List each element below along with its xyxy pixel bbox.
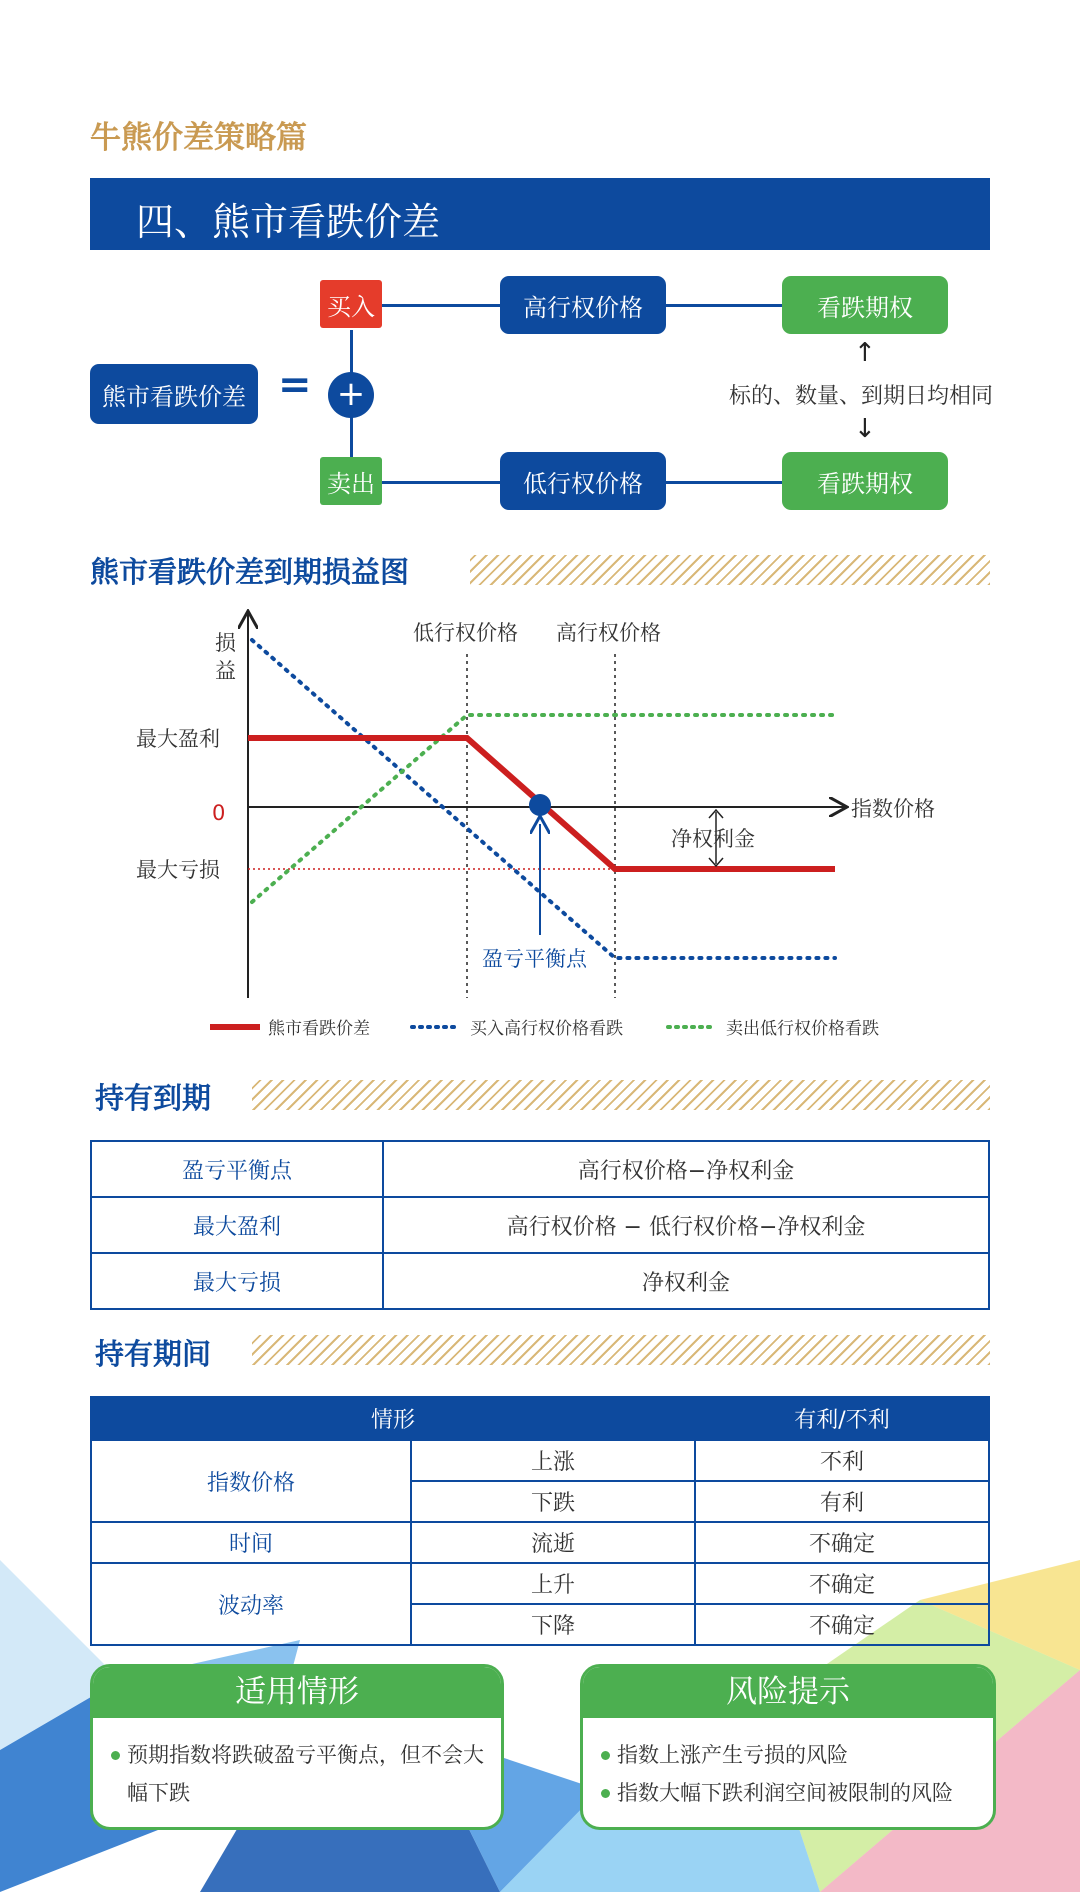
max-profit-label: 最大盈利 <box>136 727 220 751</box>
effect-cell: 不利 <box>695 1440 989 1481</box>
effect-cell: 不确定 <box>695 1604 989 1645</box>
effect-cell: 不确定 <box>695 1522 989 1563</box>
page-title: 四、熊市看跌价差 <box>136 200 441 244</box>
risk-title: 风险提示 <box>583 1667 993 1718</box>
factor-index: 指数价格 <box>91 1440 411 1522</box>
same-terms-note: 标的、数量、到期日均相同 <box>729 384 994 409</box>
arrow-down-icon: ↓ <box>854 414 876 444</box>
x-axis-label: 指数价格 <box>851 797 935 821</box>
legend-label-spread: 熊市看跌价差 <box>268 1019 370 1039</box>
condition-cell: 下降 <box>411 1604 695 1645</box>
breakeven-label: 盈亏平衡点 <box>482 947 587 971</box>
chart-section-title: 熊市看跌价差到期损益图 <box>90 555 410 589</box>
hold-to-expiry-title: 持有到期 <box>95 1081 212 1115</box>
table-header-row <box>91 1397 989 1440</box>
row-value: 高行权价格−净权利金 <box>383 1141 989 1197</box>
applicable-list <box>93 1718 501 1812</box>
payoff-chart <box>0 600 1080 1050</box>
strategy-box: 熊市看跌价差 <box>90 364 258 424</box>
table-row <box>91 1522 989 1563</box>
title-hatch <box>252 1335 990 1365</box>
holding-period-table <box>90 1396 990 1646</box>
row-label: 盈亏平衡点 <box>91 1141 383 1197</box>
hold-to-expiry-table <box>90 1140 990 1310</box>
effect-cell: 有利 <box>695 1481 989 1522</box>
y-label-bottom: 益 <box>215 659 236 683</box>
category-title: 牛熊价差策略篇 <box>90 120 307 156</box>
condition-cell: 上涨 <box>411 1440 695 1481</box>
section-banner <box>90 178 990 250</box>
risk-list <box>583 1718 993 1812</box>
sell-put-box: 看跌期权 <box>782 452 948 510</box>
title-hatch <box>470 555 990 585</box>
risk-card <box>580 1664 996 1830</box>
header-condition: 情形 <box>91 1397 695 1440</box>
header-effect: 有利/不利 <box>695 1397 989 1440</box>
condition-cell: 上升 <box>411 1563 695 1604</box>
plus-icon: + <box>328 372 374 418</box>
applicable-card <box>90 1664 504 1830</box>
list-item: 指数上涨产生亏损的风险 <box>601 1736 979 1774</box>
table-row <box>91 1141 989 1197</box>
max-loss-label: 最大亏损 <box>136 858 220 882</box>
buy-put-box: 看跌期权 <box>782 276 948 334</box>
title-hatch <box>252 1080 990 1110</box>
equals-sign: = <box>278 362 312 408</box>
effect-cell: 不确定 <box>695 1563 989 1604</box>
buy-label: 买入 <box>320 280 382 328</box>
arrow-up-icon: ↑ <box>854 338 876 368</box>
y-label-top: 损 <box>215 631 236 655</box>
holding-period-title: 持有期间 <box>95 1337 212 1371</box>
row-value: 净权利金 <box>383 1253 989 1309</box>
factor-volatility: 波动率 <box>91 1563 411 1645</box>
applicable-title: 适用情形 <box>93 1667 501 1718</box>
table-row <box>91 1197 989 1253</box>
list-item: 预期指数将跌破盈亏平衡点，但不会大幅下跌 <box>111 1736 487 1812</box>
table-row <box>91 1563 989 1604</box>
low-strike-label: 低行权价格 <box>413 621 518 645</box>
row-label: 最大盈利 <box>91 1197 383 1253</box>
premium-label: 净权利金 <box>671 827 755 851</box>
zero-label: 0 <box>212 801 226 825</box>
table-row <box>91 1253 989 1309</box>
table-row <box>91 1440 989 1481</box>
legend-label-long-put: 买入高行权价格看跌 <box>470 1019 623 1039</box>
sell-label: 卖出 <box>320 457 382 505</box>
condition-cell: 流逝 <box>411 1522 695 1563</box>
low-strike-box: 低行权价格 <box>500 452 666 510</box>
legend-label-short-put: 卖出低行权价格看跌 <box>726 1019 879 1039</box>
high-strike-box: 高行权价格 <box>500 276 666 334</box>
condition-cell: 下跌 <box>411 1481 695 1522</box>
row-value: 高行权价格 − 低行权价格−净权利金 <box>383 1197 989 1253</box>
factor-time: 时间 <box>91 1522 411 1563</box>
high-strike-label: 高行权价格 <box>556 621 661 645</box>
row-label: 最大亏损 <box>91 1253 383 1309</box>
list-item: 指数大幅下跌利润空间被限制的风险 <box>601 1774 979 1812</box>
breakeven-point <box>529 794 551 816</box>
